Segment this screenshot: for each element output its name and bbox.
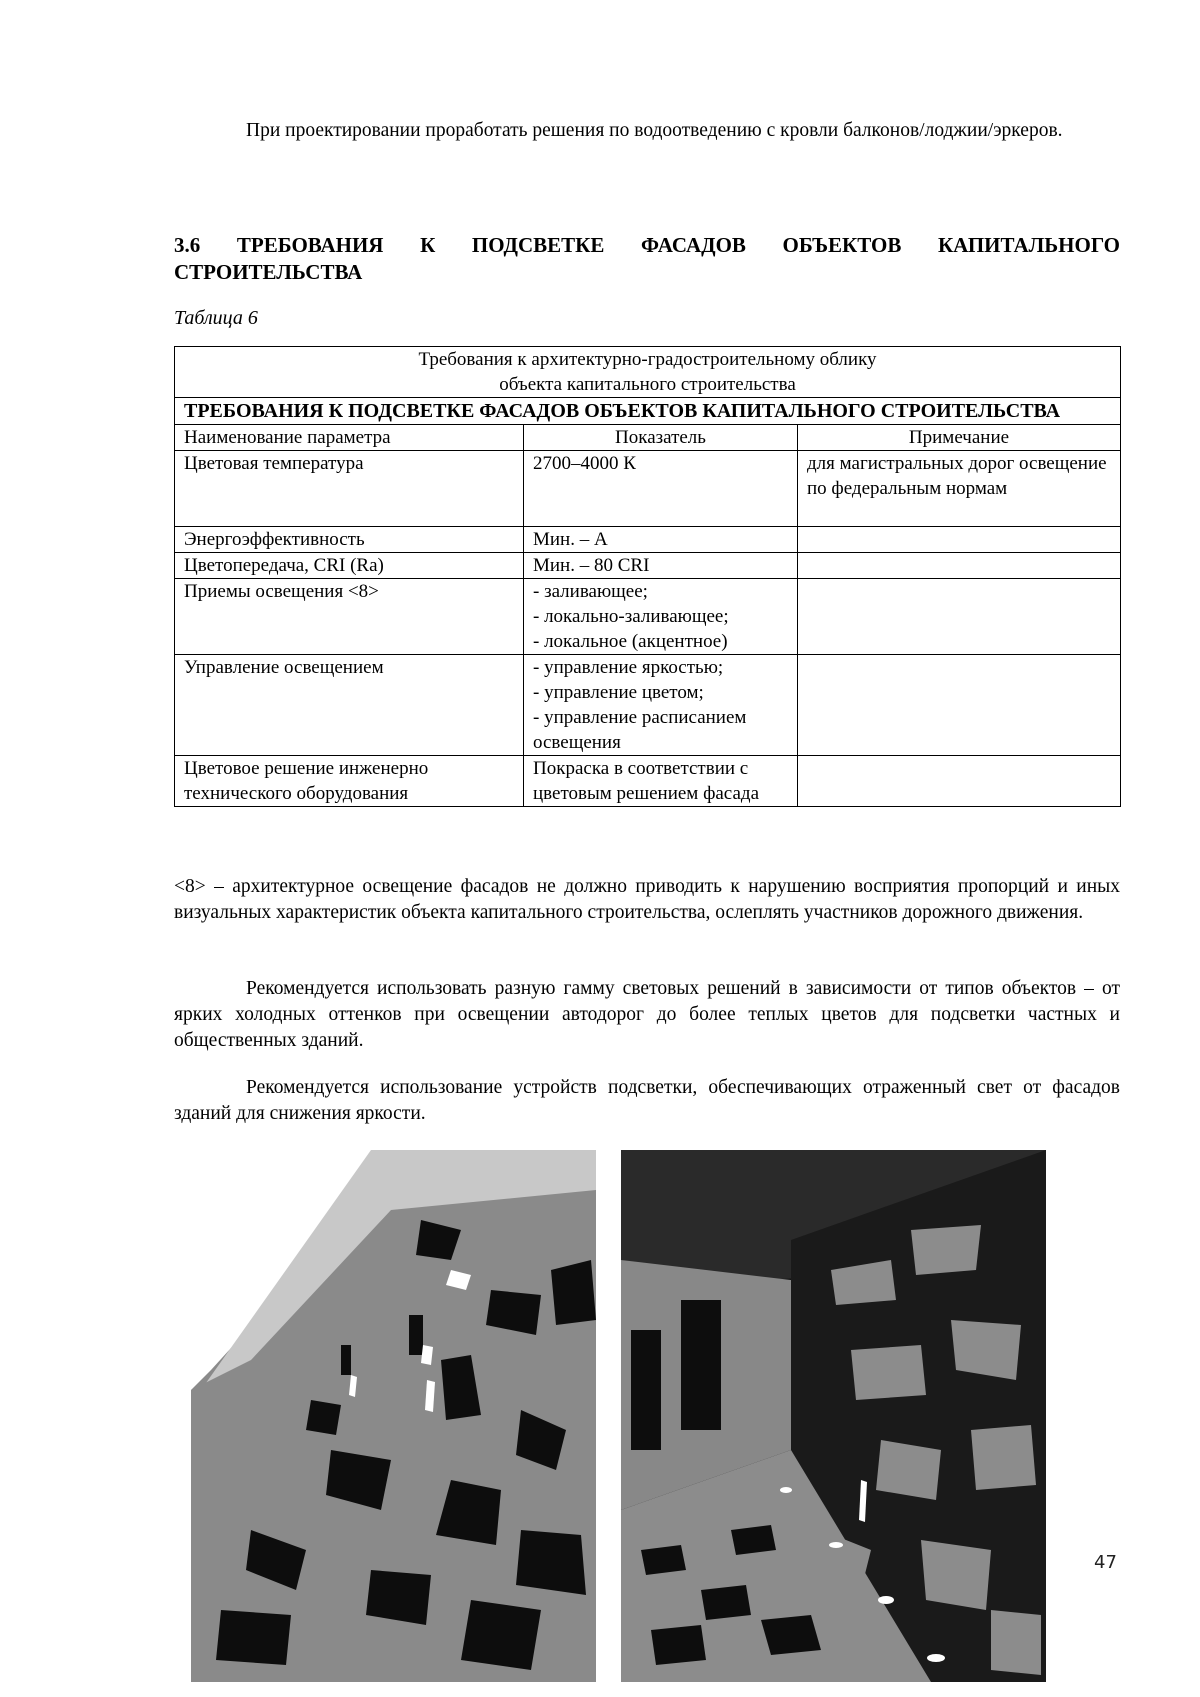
table-row	[175, 756, 1121, 807]
list-item: - заливающее;	[533, 581, 648, 602]
table-row	[175, 451, 1121, 527]
section-heading: 3.6 ТРЕБОВАНИЯ К ПОДСВЕТКЕ ФАСАДОВ ОБЪЕКТОВ КАПИТАЛЬНОГО СТРОИТЕЛЬСТВА	[174, 233, 1120, 284]
row-note	[798, 527, 1121, 553]
row-note	[798, 655, 1121, 756]
list-item: - управление цветом;	[533, 682, 704, 703]
row-note	[798, 756, 1121, 807]
row-parameter: Управление освещением	[175, 655, 524, 756]
header-note: Примечание	[798, 425, 1121, 451]
list-item: - локальное (акцентное)	[533, 631, 728, 652]
table-row	[175, 527, 1121, 553]
row-note	[798, 553, 1121, 579]
table-title-cell	[175, 347, 1121, 398]
table-title-line-1: Требования к архитектурно-градостроительному облику	[418, 349, 877, 370]
header-value: Показатель	[524, 425, 798, 451]
row-value: 2700–4000 К	[524, 451, 798, 527]
table-header-row	[175, 425, 1121, 451]
requirements-table	[174, 346, 1121, 807]
recommendation-paragraph-2: Рекомендуется использование устройств подсветки, обеспечивающих отраженный свет от фасадов зданий для снижения яркости.	[174, 1077, 1120, 1124]
row-note: для магистральных дорог освещение по федеральным нормам	[798, 451, 1121, 527]
row-parameter: Цветовое решение инженерно технического оборудования	[175, 756, 524, 807]
recommendation-paragraph-1: Рекомендуется использовать разную гамму световых решений в зависимости от типов объектов – от ярких холодных оттенков при освещении автодорог до более теплых цветов для подсветки частных и общественных зданий.	[174, 978, 1120, 1051]
table-subtitle-cell: ТРЕБОВАНИЯ К ПОДСВЕТКЕ ФАСАДОВ ОБЪЕКТОВ КАПИТАЛЬНОГО СТРОИТЕЛЬСТВА	[175, 398, 1121, 425]
table-subtitle-row	[175, 398, 1121, 425]
row-value: Покраска в соответствии с цветовым решением фасада	[524, 756, 798, 807]
table-row	[175, 579, 1121, 655]
list-item: - локально-заливающее;	[533, 606, 729, 627]
header-parameter: Наименование параметра	[175, 425, 524, 451]
row-parameter: Энергоэффективность	[175, 527, 524, 553]
row-parameter: Приемы освещения <8>	[175, 579, 524, 655]
row-value: Мин. – А	[524, 527, 798, 553]
row-note	[798, 579, 1121, 655]
list-item: - управление расписанием освещения	[533, 707, 747, 753]
table-title-row	[175, 347, 1121, 398]
table-row	[175, 553, 1121, 579]
row-value: Мин. – 80 CRI	[524, 553, 798, 579]
photo-lit-stone-wall	[191, 1150, 596, 1682]
row-value-list	[524, 655, 798, 756]
intro-paragraph: При проектировании проработать решения по водоотведению с кровли балконов/лоджии/эркеров.	[246, 120, 1063, 141]
list-item: - управление яркостью;	[533, 657, 724, 678]
row-parameter: Цветовая температура	[175, 451, 524, 527]
table-title-line-2: объекта капитального строительства	[499, 374, 796, 395]
table-row	[175, 655, 1121, 756]
row-value-list	[524, 579, 798, 655]
photo-lit-alley	[621, 1150, 1046, 1682]
table-caption: Таблица 6	[174, 307, 258, 329]
table-footnote: <8> – архитектурное освещение фасадов не должно приводить к нарушению восприятия пропорций и иных визуальных характеристик объекта капитального строительства, ослеплять участников дорожного движения.	[174, 876, 1120, 923]
row-parameter: Цветопередача, CRI (Ra)	[175, 553, 524, 579]
page-number: 47	[1094, 1552, 1117, 1573]
